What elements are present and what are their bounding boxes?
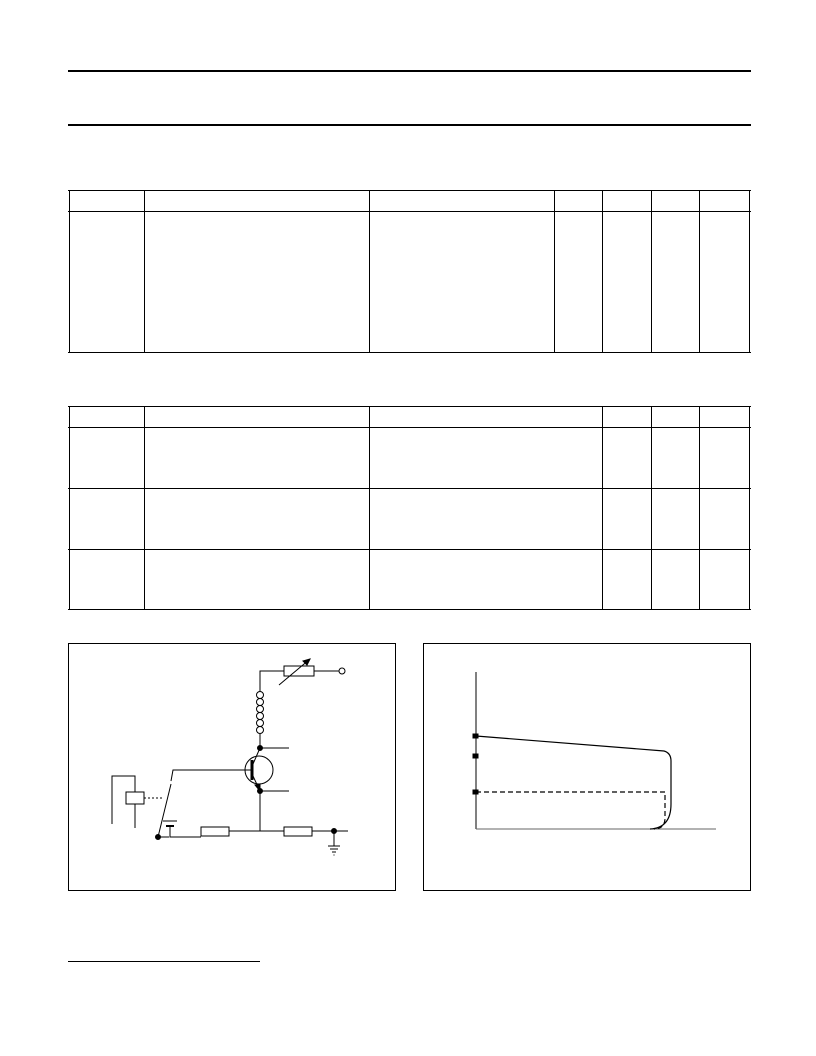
variable-resistor [284,666,314,676]
inductor-coil [257,692,264,734]
response-figure [423,643,751,891]
header-bottom-rule [68,124,751,126]
terminal-open [339,668,345,674]
table-2 [68,406,751,611]
circuit-schematic [69,644,395,890]
table-1 [68,190,751,355]
footnote-rule [68,961,260,962]
wire [260,671,284,691]
solid-curve [476,736,671,829]
circuit-figure [68,643,396,891]
resistor-1 [201,827,229,836]
relay-coil [126,792,144,804]
base-wire [171,770,252,781]
response-plot [424,644,750,890]
y-marker [473,754,478,758]
wire [170,826,201,837]
header-top-rule [68,70,751,72]
y-marker [473,790,478,794]
switch-arm [158,784,171,837]
y-marker [473,734,478,738]
dashed-curve [476,792,665,829]
resistor-2 [284,827,312,836]
